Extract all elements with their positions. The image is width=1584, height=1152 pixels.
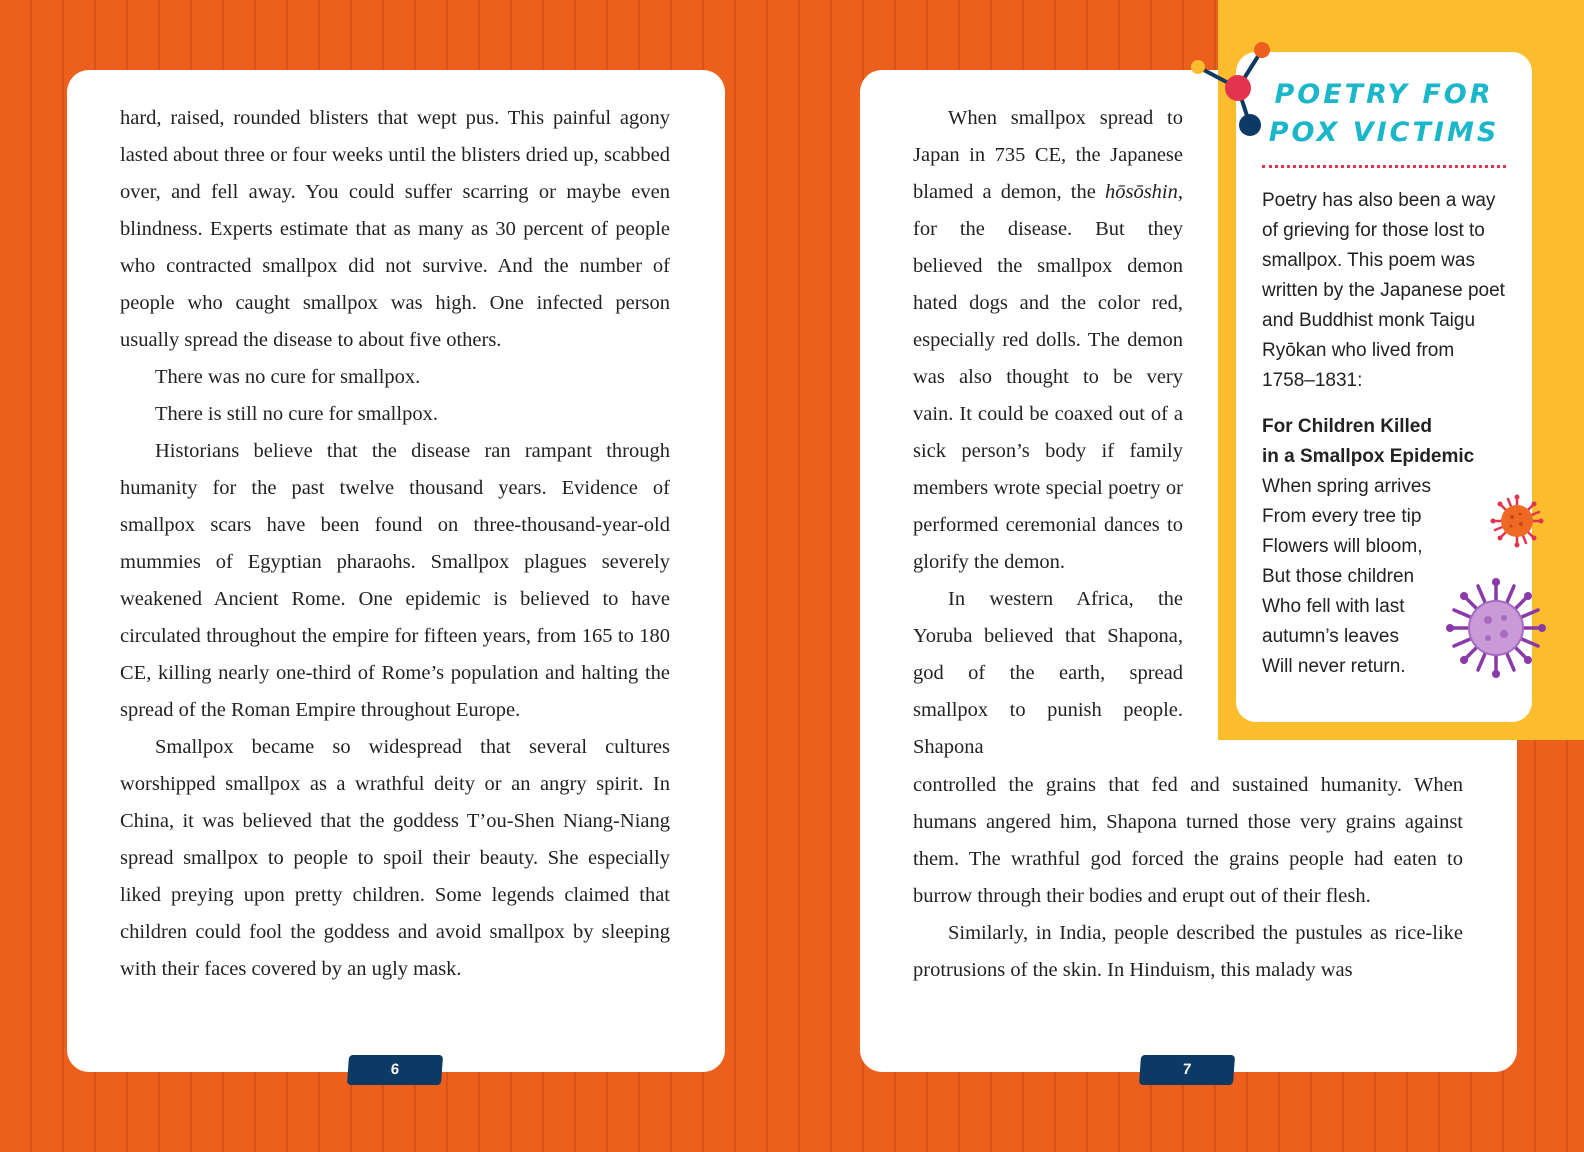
paragraph: Smallpox became so widespread that several cultures worshipped smallpox as a wrathful deity or an angry spirit. In China, it was believed that the goddess T’ou-Shen Niang-Niang spread smallpox to people to spoil their beauty. She especially liked preying upon pretty children. Some legends claimed that children could fool the goddess and avoid smallpox by sleeping with their faces covered by an ugly mask. bbox=[120, 736, 670, 980]
dotted-divider bbox=[1262, 165, 1506, 168]
poem-title-line: in a Smallpox Epidemic bbox=[1262, 446, 1475, 467]
page-number-left: 6 bbox=[347, 1055, 443, 1085]
poem-line: When spring arrives bbox=[1262, 476, 1431, 497]
sidebar-title-line: POETRY FOR bbox=[1274, 79, 1494, 110]
right-page-narrow-text bbox=[913, 100, 1183, 766]
poem-line: Who fell with last bbox=[1262, 596, 1405, 617]
italic-term: hōsōshin bbox=[1104, 181, 1178, 203]
paragraph: Similarly, in India, people described the pustules as rice-like protrusions of the skin. In Hinduism, this malady was bbox=[913, 922, 1463, 981]
poem-line: autumn’s leaves bbox=[1262, 626, 1399, 647]
poem-line: Will never return. bbox=[1262, 656, 1406, 677]
poem-title-line: For Children Killed bbox=[1262, 416, 1432, 437]
sidebar-title bbox=[1236, 76, 1532, 152]
orange-virus-icon bbox=[1490, 494, 1544, 548]
poem-title bbox=[1262, 412, 1512, 472]
poem-line: Flowers will bloom, bbox=[1262, 536, 1423, 557]
text-span: , for the disease. But they believed the smallpox demon hated dogs and the color red, especially red dolls. The demon was also thought to be very vain. It could be coaxed out of a sick person’s body if family members wrote special poetry or performed ceremonial dances to glorify the demon. bbox=[913, 181, 1183, 573]
poem-lines bbox=[1262, 472, 1442, 682]
paragraph: There was no cure for smallpox. bbox=[155, 366, 421, 388]
page-number-right: 7 bbox=[1139, 1055, 1235, 1085]
molecule-icon bbox=[1186, 38, 1276, 142]
sidebar-title-line: POX VICTIMS bbox=[1268, 117, 1500, 148]
paragraph: Historians believe that the disease ran rampant through humanity for the past twelve thousand years. Evidence of smallpox scars have been found on three-thousand-year-old mummies of Egyptian pharaohs. Smallpox plagues severely weakened Ancient Rome. One epidemic is believed to have circulated throughout the empire for fifteen years, from 165 to 180 CE, killing nearly one-third of Rome’s population and halting the spread of the Roman Empire throughout Europe. bbox=[120, 440, 670, 721]
paragraph: There is still no cure for smallpox. bbox=[155, 403, 438, 425]
text-span: When smallpox spread to Japan in 735 CE, the Japanese blamed a demon, the bbox=[913, 107, 1183, 203]
left-page-text bbox=[120, 100, 670, 988]
purple-virus-icon bbox=[1446, 578, 1546, 678]
paragraph bbox=[913, 100, 1183, 581]
paragraph: hard, raised, rounded blisters that wept pus. This painful agony lasted about three or four weeks until the blisters dried up, scabbed over, and fell away. You could suffer scarring or maybe even blindness. Experts estimate that as many as 30 percent of people who contracted smallpox did not survive. And the number of people who caught smallpox was high. One infected person usually spread the disease to about five others. bbox=[120, 107, 670, 351]
sidebar-intro: Poetry has also been a way of grieving for those lost to smallpox. This poem was written by the Japanese poet and Buddhist monk Taigu Ryōkan who lived from 1758–1831: bbox=[1262, 190, 1505, 391]
poem-line: From every tree tip bbox=[1262, 506, 1422, 527]
right-page-wide-text bbox=[913, 767, 1463, 989]
paragraph: In western Africa, the Yoruba believed that Shapona, god of the earth, spread smallpox to punish people. Shapona bbox=[913, 588, 1183, 758]
paragraph: controlled the grains that fed and sustained humanity. When humans angered him, Shapona turned those very grains against them. The wrathful god forced the grains people had eaten to burrow through their bodies and erupt out of their flesh. bbox=[913, 774, 1463, 907]
left-page bbox=[67, 70, 725, 1072]
poem-line: But those children bbox=[1262, 566, 1415, 587]
